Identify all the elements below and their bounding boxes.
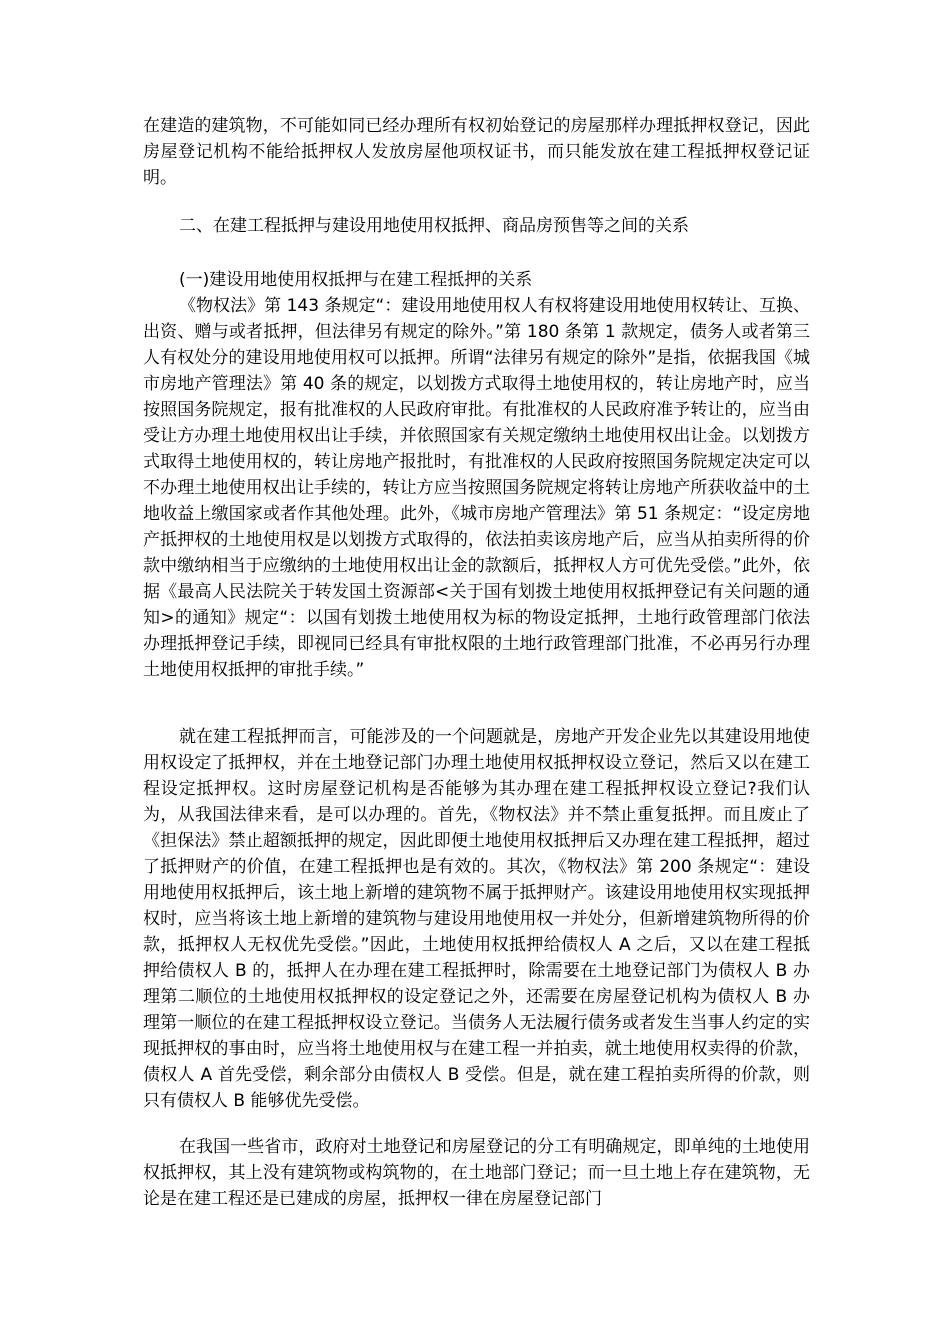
law-paragraph: [143, 293, 810, 683]
paragraph-text: 在建造的建筑物，不可能如同已经办理所有权初始登记的房屋那样办理抵押权登记，因此房屋登记机构不能给抵押权人发放房屋他项权证书，而只能发放在建工程抵押权登记证明。: [143, 116, 810, 188]
paragraph-text: 在我国一些省市，政府对土地登记和房屋登记的分工有明确规定，即单纯的土地使用权抵押权，其上没有建筑物或构筑物的，在土地部门登记；而一旦土地上存在建筑物，无论是在建工程还是已建成的房屋，抵押权一律在房屋登记部门: [143, 1137, 810, 1209]
registration-paragraph: [143, 1134, 810, 1212]
analysis-paragraph: [143, 724, 810, 1114]
subsection-heading-text: (一)建设用地使用权抵押与在建工程抵押的关系: [179, 270, 533, 290]
section-heading: [143, 213, 810, 239]
paragraph-text: 就在建工程抵押而言，可能涉及的一个问题就是，房地产开发企业先以其建设用地使用权设定了抵押权，并在土地登记部门办理土地使用权抵押权设立登记，然后又以在建工程设定抵押权。这时房屋登记机构是否能够为其办理在建工程抵押权设立登记?我们认为，从我国法律来看，是可以办理的。首先，《物权法》并不禁止重复抵押。而且废止了《担保法》禁止超额抵押的规定，因此即便土地使用权抵押后又办理在建工程抵押，超过了抵押财产的价值，在建工程抵押也是有效的。其次，《物权法》第 200 条规定“：建设用地使用权抵押后，该土地上新增的建筑物不属于抵押财产。该建设用地使用权实现抵押权时，应当将该土地上新增的建筑物与建设用地使用权一并处分，但新增建筑物所得的价款，抵押权人无权优先受偿。”因此，土地使用权抵押给债权人 A 之后，又以在建工程抵押给债权人 B 的，抵押人在办理在建工程抵押时，除需要在土地登记部门为债权人 B 办理第二顺位的土地使用权抵押权的设定登记之外，还需要在房屋登记机构为债权人 B 办理第一顺位的在建工程抵押权设立登记。当债务人无法履行债务或者发生当事人约定的实现抵押权的事由时，应当将土地使用权与在建工程一并拍卖，就土地使用权卖得的价款，债权人 A 首先受偿，剩余部分由债权人 B 受偿。但是，就在建工程拍卖所得的价款，则只有债权人 B 能够优先受偿。: [143, 727, 810, 1111]
subsection-heading: [143, 267, 810, 293]
intro-paragraph: [143, 113, 810, 191]
paragraph-text: 《物权法》第 143 条规定“：建设用地使用权人有权将建设用地使用权转让、互换、出资、赠与或者抵押，但法律另有规定的除外。”第 180 条第 1 款规定，债务人或者第三人有权处分的建设用地使用权可以抵押。所谓“法律另有规定的除外”是指，依据我国《城市房地产管理法》第 40 条的规定，以划拨方式取得土地使用权的，转让房地产时，应当按照国务院规定，报有批准权的人民政府审批。有批准权的人民政府准予转让的，应当由受让方办理土地使用权出让手续，并依照国家有关规定缴纳土地使用权出让金。以划拨方式取得土地使用权的，转让房地产报批时，有批准权的人民政府按照国务院规定决定可以不办理土地使用权出让手续的，转让方应当按照国务院规定将转让房地产所获收益中的土地收益上缴国家或者作其他处理。此外，《城市房地产管理法》第 51 条规定：“设定房地产抵押权的土地使用权是以划拨方式取得的，依法拍卖该房地产后，应当从拍卖所得的价款中缴纳相当于应缴纳的土地使用权出让金的款额后，抵押权人方可优先受偿。”此外，依据《最高人民法院关于转发国土资源部<关于国有划拨土地使用权抵押登记有关问题的通知>的通知》规定“：以国有划拨土地使用权为标的物设定抵押，土地行政管理部门依法办理抵押登记手续，即视同已经具有审批权限的土地行政管理部门批准，不必再另行办理土地使用权抵押的审批手续。”: [143, 296, 810, 680]
section-heading-text: 二、在建工程抵押与建设用地使用权抵押、商品房预售等之间的关系: [179, 216, 689, 236]
